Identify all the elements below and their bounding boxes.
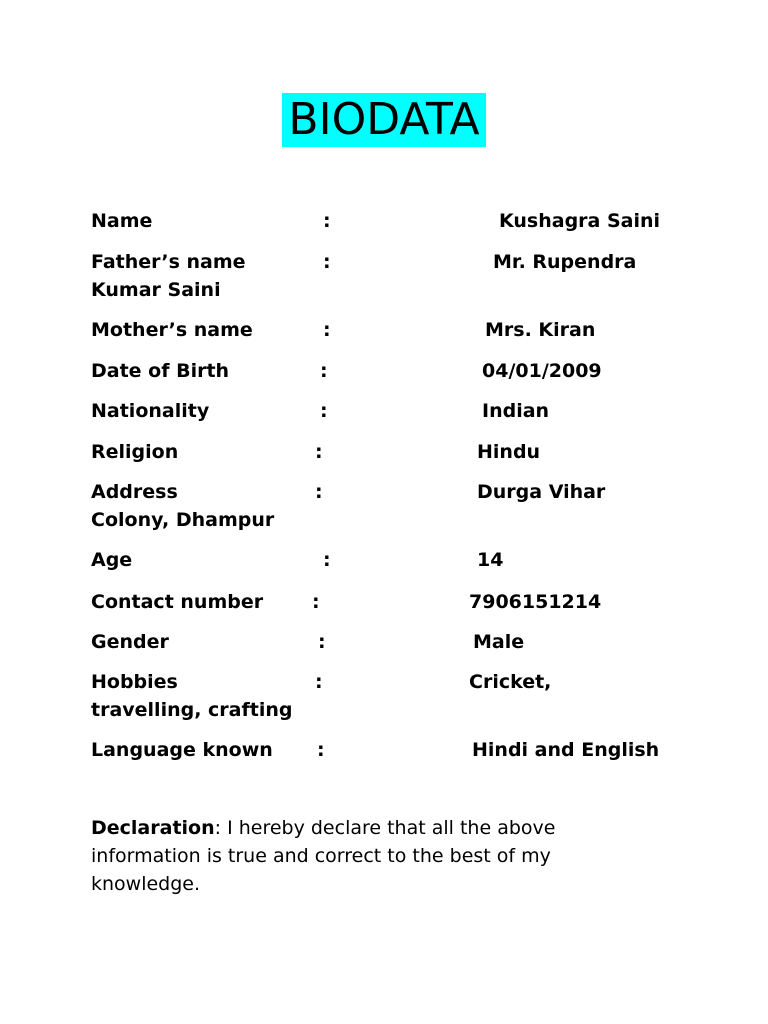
field-label: Language known — [91, 739, 273, 761]
field-value: Hindu — [477, 441, 541, 463]
field-value: Mr. Rupendra — [493, 251, 637, 273]
field-value: 7906151214 — [469, 591, 602, 613]
field-colon: : — [315, 441, 323, 463]
field-value: Indian — [482, 400, 550, 422]
field-label: Mother’s name — [91, 319, 253, 341]
field-label: Nationality — [91, 400, 210, 422]
field-value: Hindi and English — [472, 739, 660, 761]
declaration — [91, 814, 611, 898]
field-value: 14 — [477, 549, 504, 571]
field-value: Durga Vihar — [477, 481, 606, 503]
declaration-text: : I hereby declare that all the above information is true and correct to the best of my knowledge. — [91, 817, 556, 895]
field-colon: : — [320, 360, 328, 382]
field-label: Gender — [91, 631, 169, 653]
field-colon: : — [323, 251, 331, 273]
field-label: Age — [91, 549, 133, 571]
field-colon: : — [320, 400, 328, 422]
field-colon: : — [318, 631, 326, 653]
field-label: Date of Birth — [91, 360, 230, 382]
field-value: Mrs. Kiran — [485, 319, 596, 341]
field-colon: : — [323, 210, 331, 232]
field-value: 04/01/2009 — [482, 360, 602, 382]
field-label: Address — [91, 481, 178, 503]
field-label: Name — [91, 210, 153, 232]
field-value-continuation: travelling, crafting — [91, 699, 293, 721]
field-colon: : — [315, 481, 323, 503]
field-value: Male — [473, 631, 525, 653]
field-label: Contact number — [91, 591, 264, 613]
page-title: BIODATA — [282, 93, 486, 147]
field-colon: : — [315, 671, 323, 693]
field-value: Kushagra Saini — [499, 210, 661, 232]
field-value: Cricket, — [469, 671, 552, 693]
field-colon: : — [312, 591, 320, 613]
field-value-continuation: Kumar Saini — [91, 279, 221, 301]
field-label: Religion — [91, 441, 179, 463]
declaration-label: Declaration — [91, 817, 215, 839]
field-colon: : — [323, 549, 331, 571]
field-colon: : — [317, 739, 325, 761]
field-colon: : — [323, 319, 331, 341]
field-label: Father’s name — [91, 251, 246, 273]
field-value-continuation: Colony, Dhampur — [91, 509, 275, 531]
field-label: Hobbies — [91, 671, 178, 693]
